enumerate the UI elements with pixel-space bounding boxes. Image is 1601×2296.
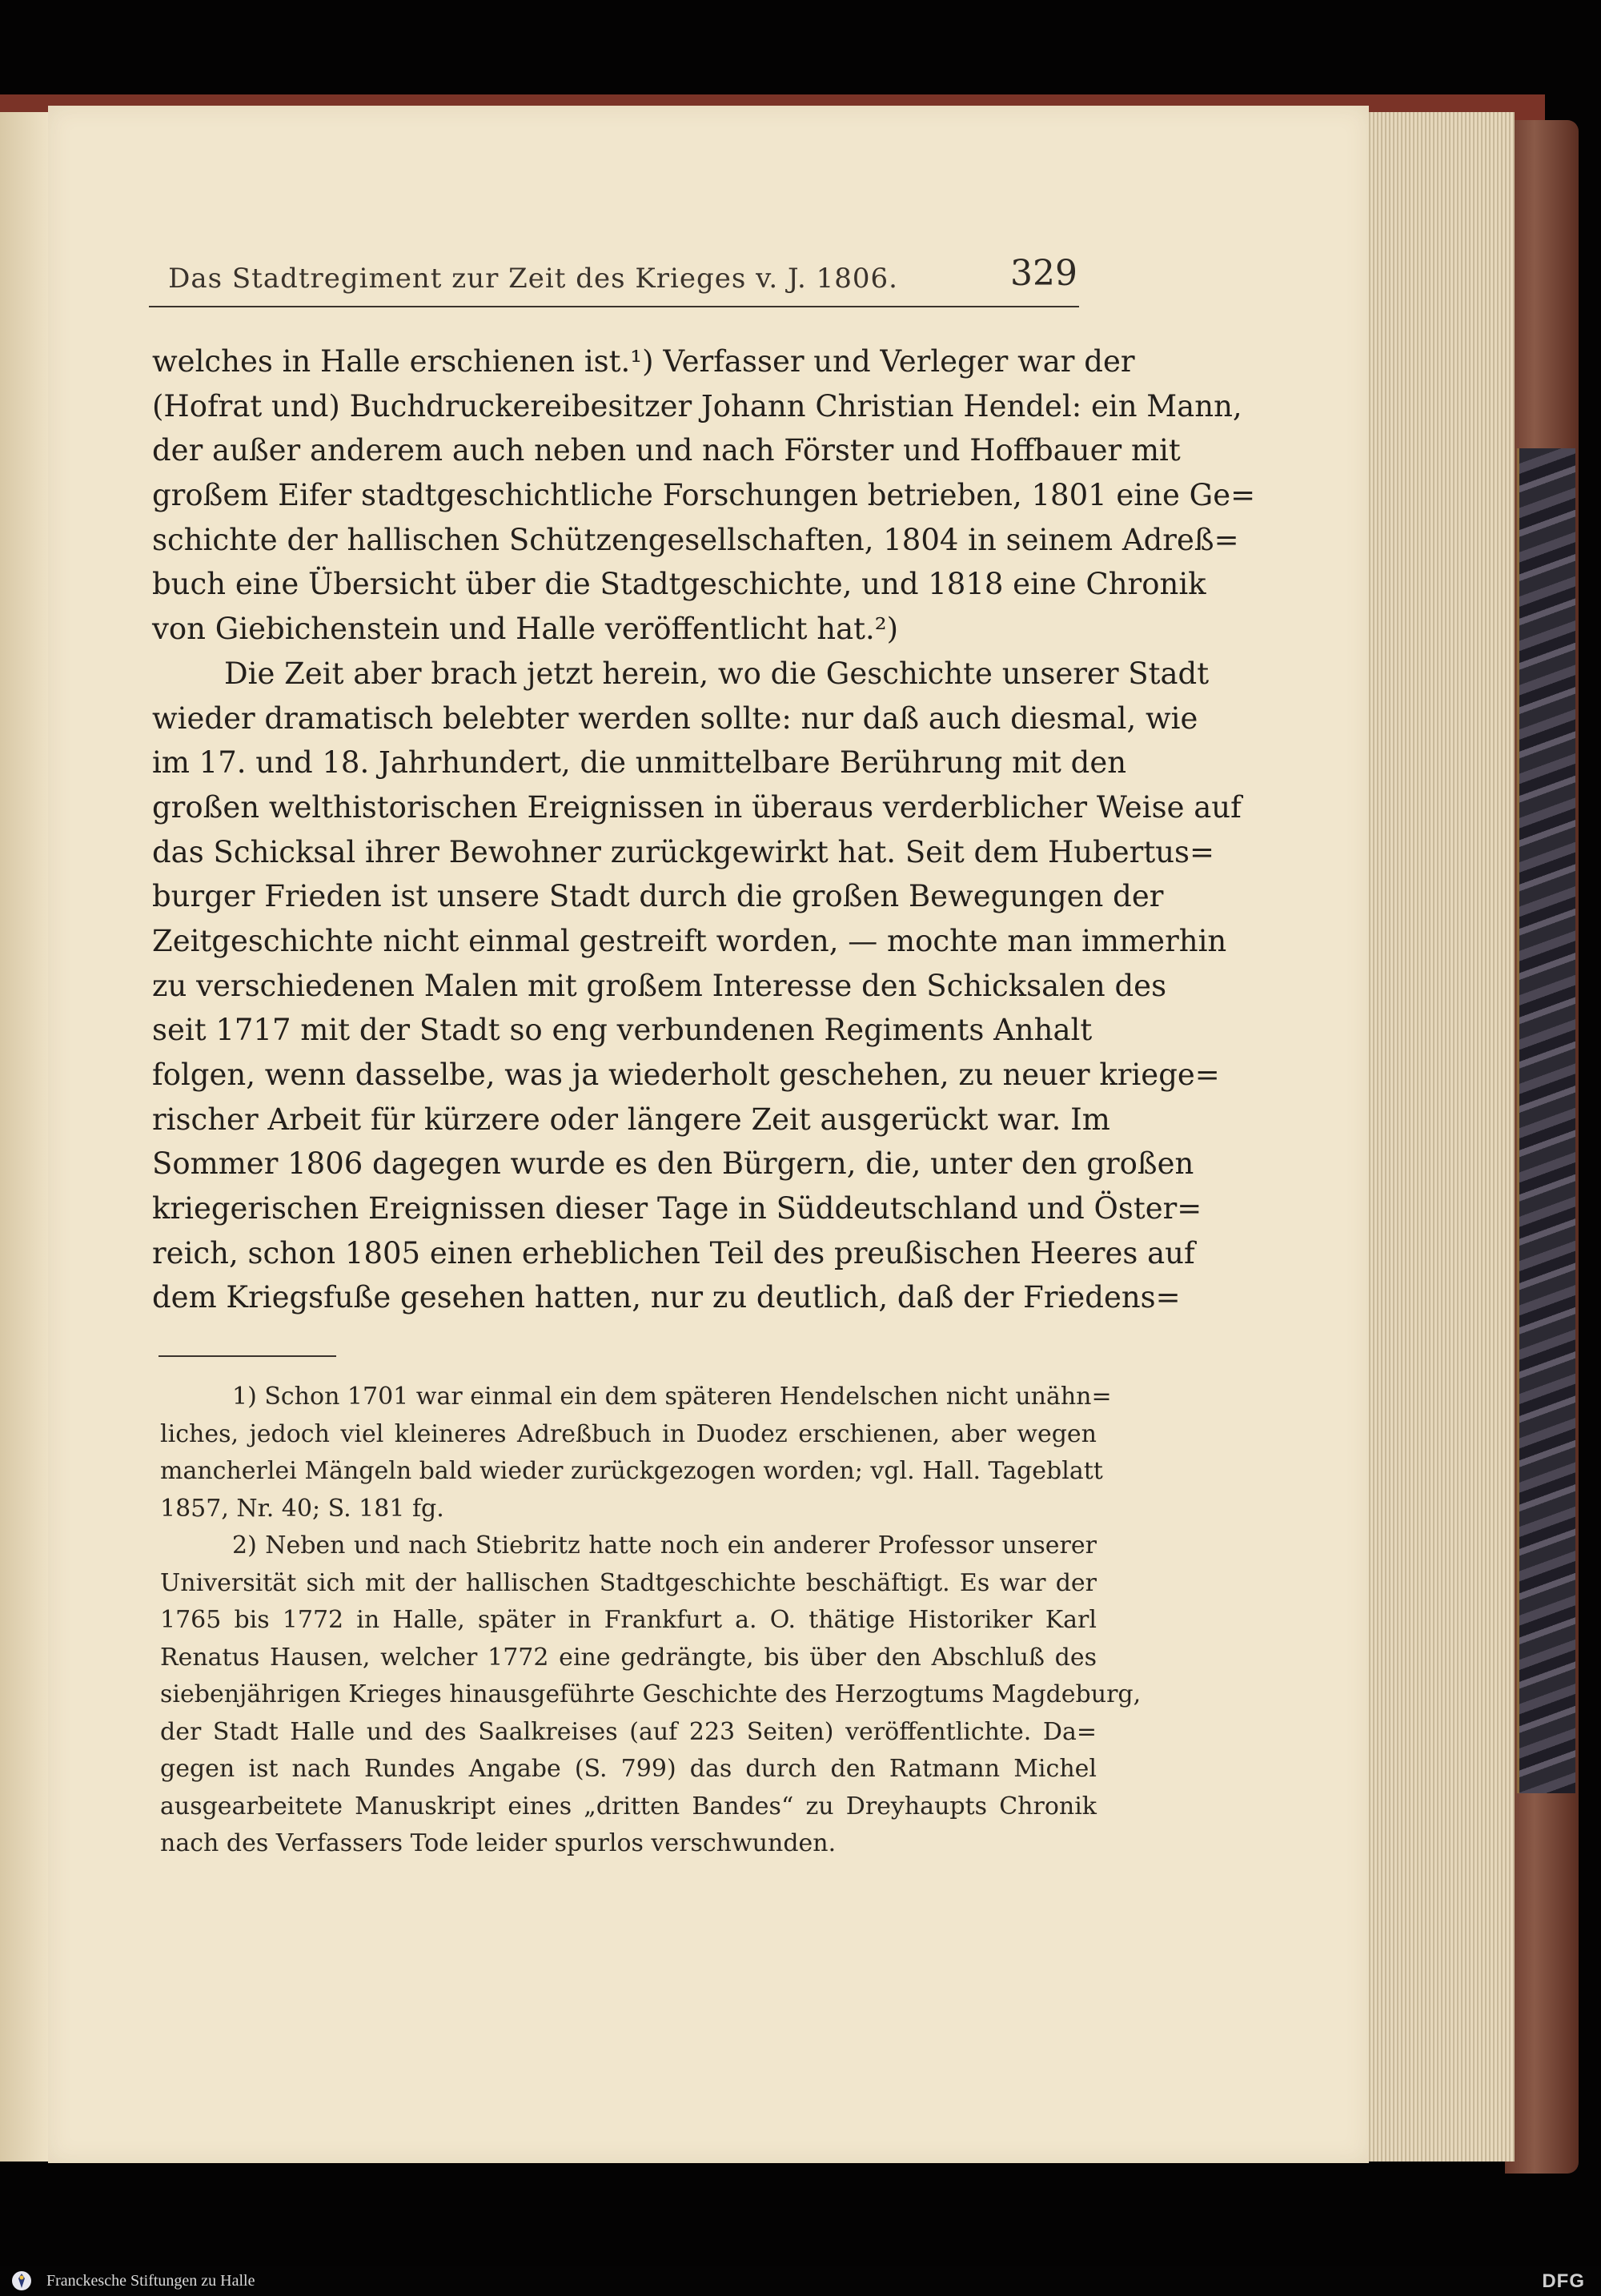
footnote-line: der Stadt Halle und des Saalkreises (auf 223 Seiten) veröffentlichte. Da=	[160, 1717, 1097, 1746]
footnote-line: ausgearbeitete Manuskript eines „dritten Bandes“ zu Dreyhaupts Chronik	[160, 1792, 1097, 1820]
footnote-line: 1857, Nr. 40; S. 181 fg.	[160, 1494, 444, 1523]
text-line: von Giebichenstein und Halle veröffentlicht hat.²)	[152, 612, 899, 647]
text-line: großen welthistorischen Ereignissen in überaus verderblicher Weise auf	[152, 789, 1242, 825]
page-edges	[1361, 112, 1515, 2162]
text-line: buch eine Übersicht über die Stadtgeschichte, und 1818 eine Chronik	[152, 567, 1206, 602]
dfg-logo: DFG	[1542, 2270, 1585, 2292]
marbled-endpaper	[1517, 448, 1575, 1793]
footnote-line: Renatus Hausen, welcher 1772 eine gedrängte, bis über den Abschluß des	[160, 1643, 1097, 1672]
text-line: folgen, wenn dasselbe, was ja wiederholt geschehen, zu neuer kriege=	[152, 1058, 1220, 1092]
footnote-line: mancherlei Mängeln bald wieder zurückgezogen worden; vgl. Hall. Tageblatt	[160, 1457, 1103, 1485]
text-line: Die Zeit aber brach jetzt herein, wo die Geschichte unserer Stadt	[224, 656, 1210, 691]
text-line: kriegerischen Ereignissen dieser Tage in Süddeutschland und Öster=	[152, 1191, 1202, 1226]
text-line: seit 1717 mit der Stadt so eng verbundenen Regiments Anhalt	[152, 1013, 1093, 1048]
running-head: Das Stadtregiment zur Zeit des Krieges v. J. 1806.	[168, 263, 898, 295]
footnote-rule	[158, 1355, 336, 1357]
footnote-line: gegen ist nach Rundes Angabe (S. 799) das durch den Ratmann Michel	[160, 1755, 1097, 1783]
text-line: das Schicksal ihrer Bewohner zurückgewirkt hat. Seit dem Hubertus=	[152, 834, 1215, 869]
page-header	[149, 253, 1077, 311]
text-line: reich, schon 1805 einen erheblichen Teil des preußischen Heeres auf	[152, 1235, 1195, 1270]
body-text	[152, 339, 1256, 1320]
text-line: welches in Halle erschienen ist.¹) Verfasser und Verleger war der	[152, 344, 1135, 379]
header-rule	[149, 306, 1079, 307]
text-line: großem Eifer stadtgeschichtliche Forschungen betrieben, 1801 eine Ge=	[152, 478, 1256, 513]
footnote-line: nach des Verfassers Tode leider spurlos verschwunden.	[160, 1829, 837, 1857]
text-line: der außer anderem auch neben und nach Förster und Hoffbauer mit	[152, 433, 1181, 468]
footnote-line: Universität sich mit der hallischen Stadtgeschichte beschäftigt. Es war der	[160, 1568, 1097, 1597]
text-line: schichte der hallischen Schützengesellschaften, 1804 in seinem Adreß=	[152, 522, 1239, 557]
footnote-line: 1) Schon 1701 war einmal ein dem späteren Hendelschen nicht unähn=	[232, 1383, 1112, 1411]
text-line: im 17. und 18. Jahrhundert, die unmittelbare Berührung mit den	[152, 745, 1127, 781]
text-line: rischer Arbeit für kürzere oder längere Zeit ausgerückt war. Im	[152, 1102, 1110, 1137]
page-number: 329	[1010, 253, 1077, 294]
facing-page-edge	[0, 112, 51, 2162]
text-line: zu verschiedenen Malen mit großem Interesse den Schicksalen des	[152, 968, 1167, 1003]
footnotes	[160, 1379, 1142, 1863]
foundation-seal-icon	[11, 2270, 32, 2291]
footnote-line: 1765 bis 1772 in Halle, später in Frankfurt a. O. thätige Historiker Karl	[160, 1606, 1097, 1634]
footnote-line: liches, jedoch viel kleineres Adreßbuch in Duodez erschienen, aber wegen	[160, 1419, 1097, 1448]
text-line: Sommer 1806 dagegen wurde es den Bürgern, die, unter den großen	[152, 1146, 1194, 1182]
footnote-line: siebenjährigen Krieges hinausgeführte Geschichte des Herzogtums Magdeburg,	[160, 1680, 1142, 1708]
text-line: burger Frieden ist unsere Stadt durch die großen Bewegungen der	[152, 879, 1164, 914]
text-line: dem Kriegsfuße gesehen hatten, nur zu deutlich, daß der Friedens=	[152, 1280, 1181, 1315]
footnote-line: 2) Neben und nach Stiebritz hatte noch ein anderer Professor unserer	[232, 1531, 1097, 1559]
text-line: Zeitgeschichte nicht einmal gestreift worden, — mochte man immerhin	[152, 923, 1227, 958]
text-line: (Hofrat und) Buchdruckereibesitzer Johann Christian Hendel: ein Mann,	[152, 388, 1242, 423]
institution-name: Franckesche Stiftungen zu Halle	[46, 2272, 255, 2290]
text-line: wieder dramatisch belebter werden sollte: nur daß auch diesmal, wie	[152, 700, 1198, 736]
